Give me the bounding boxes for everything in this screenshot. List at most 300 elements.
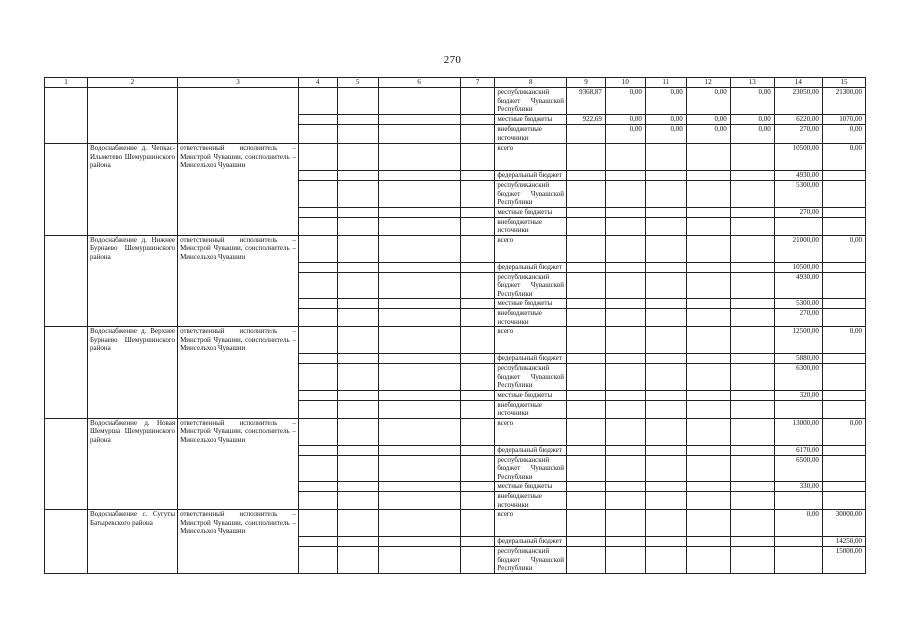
value-col12: [686, 299, 730, 309]
cell-col7: [460, 299, 495, 309]
cell-col5: [337, 181, 378, 208]
value-col13: [730, 235, 774, 262]
funding-source: местные бюджеты: [495, 207, 567, 217]
value-col14: 5300,00: [774, 299, 822, 309]
value-col10: [605, 144, 645, 171]
project-name: Водоснабжение д. Нижнее Бурнаево Шемуршинского района: [87, 235, 177, 327]
funding-source: федеральный бюджет: [495, 354, 567, 364]
value-col9: [567, 327, 606, 354]
value-col10: [605, 354, 645, 364]
cell-col4: [298, 115, 337, 125]
value-col12: [686, 418, 730, 445]
value-col14: 6170,00: [774, 445, 822, 455]
value-col9: [567, 400, 606, 418]
funding-source: республиканский бюджет Чувашской Республики: [495, 272, 567, 299]
value-col10: [605, 309, 645, 327]
cell-col4: [298, 492, 337, 510]
funding-source: внебюджетные источники: [495, 309, 567, 327]
value-col11: 0,00: [645, 88, 686, 115]
value-col14: 6300,00: [774, 364, 822, 391]
value-col14: 270,00: [774, 309, 822, 327]
value-col12: [686, 327, 730, 354]
value-col12: 0,00: [686, 125, 730, 144]
value-col14: 5300,00: [774, 181, 822, 208]
cell-col7: [460, 125, 495, 144]
cell-col7: [460, 482, 495, 492]
value-col10: [605, 400, 645, 418]
value-col9: [567, 217, 606, 235]
column-number-row: [45, 78, 866, 88]
value-col11: [645, 217, 686, 235]
value-col10: [605, 299, 645, 309]
cell-col7: [460, 144, 495, 171]
value-col10: [605, 262, 645, 272]
value-col12: [686, 235, 730, 262]
value-col13: [730, 418, 774, 445]
cell-col6: [378, 400, 460, 418]
value-col14: 23050,00: [774, 88, 822, 115]
cell-col4: [298, 354, 337, 364]
value-col10: [605, 445, 645, 455]
value-col9: [567, 235, 606, 262]
cell-col7: [460, 235, 495, 262]
value-col10: [605, 207, 645, 217]
cell-col7: [460, 207, 495, 217]
funding-source: местные бюджеты: [495, 482, 567, 492]
project-name: Водоснабжение д. Новая Шемурша Шемуршинского района: [87, 418, 177, 510]
cell-col7: [460, 364, 495, 391]
value-col13: [730, 181, 774, 208]
cell-col4: [298, 309, 337, 327]
column-number-7: 7: [460, 78, 495, 88]
cell-col5: [337, 272, 378, 299]
cell-col6: [378, 217, 460, 235]
value-col14: 12500,00: [774, 327, 822, 354]
cell-col4: [298, 510, 337, 537]
value-col9: [567, 309, 606, 327]
value-col15: [822, 390, 865, 400]
cell-col7: [460, 217, 495, 235]
cell-col6: [378, 125, 460, 144]
cell-col4: [298, 235, 337, 262]
cell-col4: [298, 88, 337, 115]
cell-number: [45, 144, 88, 236]
cell-col5: [337, 88, 378, 115]
cell-col4: [298, 262, 337, 272]
cell-col6: [378, 115, 460, 125]
value-col13: [730, 400, 774, 418]
cell-col6: [378, 299, 460, 309]
cell-col6: [378, 510, 460, 537]
cell-col6: [378, 364, 460, 391]
value-col10: 0,00: [605, 115, 645, 125]
value-col10: 0,00: [605, 88, 645, 115]
value-col9: 9368,87: [567, 88, 606, 115]
value-col11: [645, 262, 686, 272]
value-col9: [567, 364, 606, 391]
table-row: [45, 327, 866, 354]
cell-col5: [337, 455, 378, 482]
table-row: [45, 235, 866, 262]
cell-col5: [337, 309, 378, 327]
value-col9: [567, 354, 606, 364]
value-col15: 30000,00: [822, 510, 865, 537]
value-col13: 0,00: [730, 125, 774, 144]
column-number-3: 3: [178, 78, 299, 88]
cell-col6: [378, 354, 460, 364]
column-number-11: 11: [645, 78, 686, 88]
value-col11: [645, 547, 686, 574]
value-col14: 270,00: [774, 125, 822, 144]
column-number-4: 4: [298, 78, 337, 88]
value-col11: 0,00: [645, 125, 686, 144]
value-col13: [730, 299, 774, 309]
value-col15: 0,00: [822, 235, 865, 262]
cell-col7: [460, 262, 495, 272]
cell-executor: [178, 88, 299, 144]
funding-source: федеральный бюджет: [495, 171, 567, 181]
value-col15: [822, 364, 865, 391]
funding-source: всего: [495, 327, 567, 354]
value-col11: [645, 207, 686, 217]
cell-col4: [298, 445, 337, 455]
value-col11: [645, 235, 686, 262]
value-col12: [686, 171, 730, 181]
cell-col5: [337, 418, 378, 445]
funding-source: республиканский бюджет Чувашской Республики: [495, 88, 567, 115]
value-col9: [567, 207, 606, 217]
cell-col6: [378, 390, 460, 400]
cell-col7: [460, 547, 495, 574]
cell-col5: [337, 171, 378, 181]
value-col12: [686, 510, 730, 537]
cell-number: [45, 235, 88, 327]
value-col13: [730, 364, 774, 391]
column-number-1: 1: [45, 78, 88, 88]
value-col14: [774, 547, 822, 574]
cell-col6: [378, 262, 460, 272]
value-col11: [645, 171, 686, 181]
cell-col5: [337, 354, 378, 364]
value-col12: [686, 144, 730, 171]
cell-col7: [460, 510, 495, 537]
cell-col6: [378, 547, 460, 574]
value-col14: 6500,00: [774, 455, 822, 482]
value-col13: [730, 272, 774, 299]
value-col15: [822, 455, 865, 482]
value-col14: 4930,00: [774, 272, 822, 299]
value-col15: [822, 181, 865, 208]
project-name: Водоснабжение д. Чепкас-Ильметево Шемуршинского района: [87, 144, 177, 236]
cell-col7: [460, 181, 495, 208]
value-col10: [605, 492, 645, 510]
value-col11: [645, 299, 686, 309]
cell-col6: [378, 492, 460, 510]
cell-col7: [460, 272, 495, 299]
value-col12: [686, 309, 730, 327]
cell-col7: [460, 390, 495, 400]
project-executor: ответственный исполнитель – Минстрой Чувашии, соисполнитель – Минсельхоз Чувашии: [178, 510, 299, 574]
value-col13: [730, 482, 774, 492]
cell-col7: [460, 115, 495, 125]
value-col14: 21000,00: [774, 235, 822, 262]
cell-col6: [378, 272, 460, 299]
value-col14: 320,00: [774, 390, 822, 400]
cell-col4: [298, 390, 337, 400]
column-number-10: 10: [605, 78, 645, 88]
value-col10: [605, 418, 645, 445]
value-col15: 0,00: [822, 418, 865, 445]
value-col13: [730, 537, 774, 547]
cell-col7: [460, 537, 495, 547]
cell-col6: [378, 309, 460, 327]
value-col13: [730, 144, 774, 171]
value-col15: 21300,00: [822, 88, 865, 115]
value-col9: [567, 390, 606, 400]
cell-col5: [337, 115, 378, 125]
value-col14: 10500,00: [774, 144, 822, 171]
value-col15: [822, 272, 865, 299]
cell-col4: [298, 327, 337, 354]
cell-col6: [378, 181, 460, 208]
cell-col4: [298, 537, 337, 547]
value-col12: 0,00: [686, 88, 730, 115]
value-col10: [605, 181, 645, 208]
value-col11: [645, 400, 686, 418]
cell-col5: [337, 207, 378, 217]
cell-col4: [298, 125, 337, 144]
value-col13: [730, 547, 774, 574]
value-col15: 14250,00: [822, 537, 865, 547]
cell-col6: [378, 171, 460, 181]
project-executor: ответственный исполнитель – Минстрой Чувашии, соисполнитель – Минсельхоз Чувашии: [178, 418, 299, 510]
cell-col6: [378, 144, 460, 171]
value-col9: [567, 299, 606, 309]
value-col14: 10500,00: [774, 262, 822, 272]
value-col15: [822, 354, 865, 364]
funding-source: республиканский бюджет Чувашской Республики: [495, 547, 567, 574]
value-col15: [822, 445, 865, 455]
value-col10: 0,00: [605, 125, 645, 144]
value-col9: [567, 547, 606, 574]
value-col10: [605, 217, 645, 235]
cell-col5: [337, 125, 378, 144]
value-col15: [822, 492, 865, 510]
value-col15: [822, 299, 865, 309]
cell-col6: [378, 455, 460, 482]
project-name: Водоснабжение с. Сугуты Батыревского района: [87, 510, 177, 574]
funding-source: всего: [495, 144, 567, 171]
value-col15: [822, 400, 865, 418]
value-col15: 0,00: [822, 144, 865, 171]
cell-col5: [337, 492, 378, 510]
value-col12: [686, 217, 730, 235]
cell-col4: [298, 144, 337, 171]
value-col14: 6220,00: [774, 115, 822, 125]
cell-col4: [298, 272, 337, 299]
cell-col6: [378, 418, 460, 445]
cell-col4: [298, 364, 337, 391]
cell-col5: [337, 510, 378, 537]
cell-col5: [337, 262, 378, 272]
value-col11: [645, 390, 686, 400]
cell-col7: [460, 400, 495, 418]
value-col15: [822, 207, 865, 217]
cell-col6: [378, 207, 460, 217]
value-col12: [686, 492, 730, 510]
funding-source: местные бюджеты: [495, 390, 567, 400]
value-col9: [567, 445, 606, 455]
funding-source: внебюджетные источники: [495, 400, 567, 418]
cell-col6: [378, 482, 460, 492]
value-col9: [567, 171, 606, 181]
funding-source: федеральный бюджет: [495, 537, 567, 547]
value-col11: [645, 537, 686, 547]
cell-col5: [337, 299, 378, 309]
column-number-15: 15: [822, 78, 865, 88]
value-col12: [686, 207, 730, 217]
cell-col5: [337, 482, 378, 492]
cell-col7: [460, 455, 495, 482]
cell-col4: [298, 207, 337, 217]
value-col9: 922,69: [567, 115, 606, 125]
value-col13: [730, 445, 774, 455]
value-col13: 0,00: [730, 88, 774, 115]
value-col15: 0,00: [822, 125, 865, 144]
value-col12: [686, 181, 730, 208]
cell-col7: [460, 354, 495, 364]
value-col12: [686, 537, 730, 547]
column-number-5: 5: [337, 78, 378, 88]
cell-col7: [460, 309, 495, 327]
funding-source: республиканский бюджет Чувашской Республики: [495, 181, 567, 208]
value-col13: 0,00: [730, 115, 774, 125]
value-col13: [730, 171, 774, 181]
value-col14: 4930,00: [774, 171, 822, 181]
cell-col5: [337, 537, 378, 547]
column-number-13: 13: [730, 78, 774, 88]
cell-col7: [460, 418, 495, 445]
cell-col6: [378, 88, 460, 115]
value-col13: [730, 327, 774, 354]
value-col10: [605, 272, 645, 299]
value-col11: [645, 354, 686, 364]
value-col9: [567, 272, 606, 299]
cell-number: [45, 88, 88, 144]
project-executor: ответственный исполнитель – Минстрой Чувашии, соисполнитель – Минсельхоз Чувашии: [178, 327, 299, 419]
project-executor: ответственный исполнитель – Минстрой Чувашии, соисполнитель – Минсельхоз Чувашии: [178, 144, 299, 236]
value-col14: [774, 400, 822, 418]
cell-col6: [378, 327, 460, 354]
cell-col7: [460, 445, 495, 455]
value-col11: [645, 364, 686, 391]
value-col14: [774, 217, 822, 235]
cell-col7: [460, 327, 495, 354]
value-col15: [822, 309, 865, 327]
value-col12: 0,00: [686, 115, 730, 125]
value-col9: [567, 181, 606, 208]
value-col9: [567, 144, 606, 171]
value-col12: [686, 547, 730, 574]
column-number-14: 14: [774, 78, 822, 88]
value-col11: [645, 181, 686, 208]
column-number-8: 8: [495, 78, 567, 88]
value-col13: [730, 510, 774, 537]
value-col13: [730, 309, 774, 327]
funding-source: местные бюджеты: [495, 299, 567, 309]
cell-col7: [460, 492, 495, 510]
cell-col4: [298, 181, 337, 208]
cell-number: [45, 327, 88, 419]
value-col10: [605, 390, 645, 400]
value-col12: [686, 262, 730, 272]
project-executor: ответственный исполнитель – Минстрой Чувашии, соисполнитель – Минсельхоз Чувашии: [178, 235, 299, 327]
value-col9: [567, 510, 606, 537]
cell-col4: [298, 400, 337, 418]
value-col9: [567, 537, 606, 547]
value-col14: 13000,00: [774, 418, 822, 445]
value-col14: 5880,00: [774, 354, 822, 364]
value-col9: [567, 418, 606, 445]
cell-col5: [337, 390, 378, 400]
value-col10: [605, 455, 645, 482]
value-col15: 0,00: [822, 327, 865, 354]
value-col12: [686, 272, 730, 299]
cell-col6: [378, 445, 460, 455]
value-col14: 0,00: [774, 510, 822, 537]
value-col11: [645, 309, 686, 327]
value-col14: 270,00: [774, 207, 822, 217]
funding-source: федеральный бюджет: [495, 262, 567, 272]
funding-source: федеральный бюджет: [495, 445, 567, 455]
cell-col7: [460, 171, 495, 181]
value-col9: [567, 262, 606, 272]
value-col15: [822, 171, 865, 181]
value-col13: [730, 207, 774, 217]
cell-col4: [298, 217, 337, 235]
value-col13: [730, 390, 774, 400]
value-col10: [605, 327, 645, 354]
cell-col5: [337, 217, 378, 235]
value-col14: [774, 492, 822, 510]
table-row: [45, 418, 866, 445]
value-col10: [605, 537, 645, 547]
cell-col5: [337, 144, 378, 171]
column-number-2: 2: [87, 78, 177, 88]
value-col10: [605, 235, 645, 262]
cell-col4: [298, 418, 337, 445]
column-number-6: 6: [378, 78, 460, 88]
table-row: [45, 88, 866, 115]
table-row: [45, 510, 866, 537]
cell-number: [45, 418, 88, 510]
cell-col5: [337, 445, 378, 455]
value-col12: [686, 354, 730, 364]
value-col15: 1070,00: [822, 115, 865, 125]
funding-source: всего: [495, 510, 567, 537]
value-col13: [730, 354, 774, 364]
value-col11: [645, 144, 686, 171]
table-row: [45, 144, 866, 171]
funding-source: внебюджетные источники: [495, 492, 567, 510]
budget-table: [44, 77, 866, 574]
value-col15: 15000,00: [822, 547, 865, 574]
funding-source: республиканский бюджет Чувашской Республики: [495, 364, 567, 391]
value-col12: [686, 482, 730, 492]
value-col10: [605, 171, 645, 181]
value-col11: [645, 492, 686, 510]
cell-col5: [337, 364, 378, 391]
